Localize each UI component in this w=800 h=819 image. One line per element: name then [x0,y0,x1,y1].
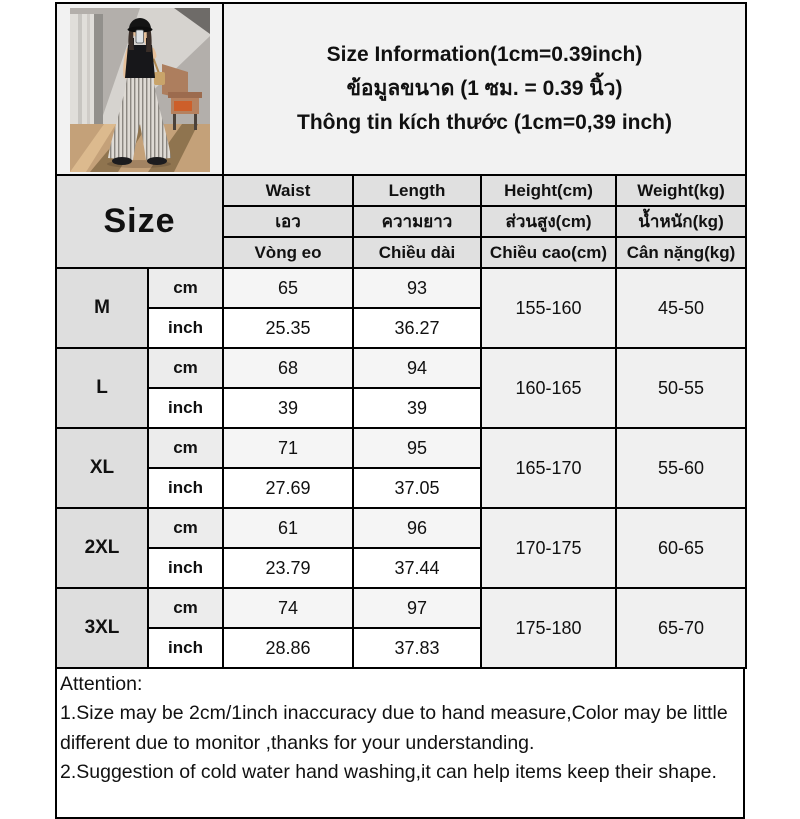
waist-header-en: Waist [223,175,353,206]
title-vietnamese: Thông tin kích thước (1cm=0,39 inch) [297,111,672,134]
size-table [55,2,747,669]
unit-label-cm: cm [148,268,223,308]
unit-label-inch: inch [148,308,223,348]
table-row-m-cm [56,268,746,308]
unit-label-inch: inch [148,388,223,428]
weight-range-3xl: 65-70 [616,588,746,668]
height-range-m: 155-160 [481,268,616,348]
length-inch-xl: 37.05 [353,468,481,508]
waist-inch-xl: 27.69 [223,468,353,508]
table-row-xl-cm [56,428,746,468]
weight-range-l: 50-55 [616,348,746,428]
length-header-vi: Chiều dài [353,237,481,268]
waist-cm-xl: 71 [223,428,353,468]
length-inch-l: 39 [353,388,481,428]
height-header-vi: Chiều cao(cm) [481,237,616,268]
product-photo [56,3,223,175]
waist-inch-m: 25.35 [223,308,353,348]
title-thai: ข้อมูลขนาด (1 ซม. = 0.39 นิ้ว) [346,77,623,100]
height-range-l: 160-165 [481,348,616,428]
weight-header-vi: Cân nặng(kg) [616,237,746,268]
size-information-title-block [223,3,746,175]
height-header-th: ส่วนสูง(cm) [481,206,616,237]
table-row-l-cm [56,348,746,388]
attention-note [55,669,745,819]
length-cm-xl: 95 [353,428,481,468]
unit-label-inch: inch [148,628,223,668]
length-cm-l: 94 [353,348,481,388]
waist-cm-l: 68 [223,348,353,388]
unit-label-cm: cm [148,588,223,628]
length-cm-2xl: 96 [353,508,481,548]
length-header-en: Length [353,175,481,206]
weight-header-th: น้ำหนัก(kg) [616,206,746,237]
unit-label-inch: inch [148,468,223,508]
weight-range-2xl: 60-65 [616,508,746,588]
height-range-3xl: 175-180 [481,588,616,668]
unit-label-inch: inch [148,548,223,588]
height-header-en: Height(cm) [481,175,616,206]
height-range-2xl: 170-175 [481,508,616,588]
attention-line-1: 1.Size may be 2cm/1inch inaccuracy due to hand measure,Color may be little different due to monitor ,thanks for your understanding. [60,702,728,754]
size-label-2xl: 2XL [56,508,148,588]
waist-cm-3xl: 74 [223,588,353,628]
photo-title-row [56,3,746,175]
model-photo-illustration [70,8,210,172]
waist-inch-l: 39 [223,388,353,428]
attention-heading: Attention: [60,673,143,695]
length-inch-2xl: 37.44 [353,548,481,588]
length-inch-3xl: 37.83 [353,628,481,668]
table-row-3xl-cm [56,588,746,628]
weight-range-xl: 55-60 [616,428,746,508]
size-header: Size [56,175,223,268]
size-label-xl: XL [56,428,148,508]
weight-range-m: 45-50 [616,268,746,348]
waist-cm-2xl: 61 [223,508,353,548]
size-chart-sheet [55,2,745,819]
attention-line-2: 2.Suggestion of cold water hand washing,it can help items keep their shape. [60,760,717,783]
waist-inch-3xl: 28.86 [223,628,353,668]
weight-header-en: Weight(kg) [616,175,746,206]
waist-cm-m: 65 [223,268,353,308]
size-label-3xl: 3XL [56,588,148,668]
length-inch-m: 36.27 [353,308,481,348]
size-label-l: L [56,348,148,428]
size-label-m: M [56,268,148,348]
length-header-th: ความยาว [353,206,481,237]
unit-label-cm: cm [148,508,223,548]
table-row-2xl-cm [56,508,746,548]
waist-inch-2xl: 23.79 [223,548,353,588]
header-row-english [56,175,746,206]
length-cm-m: 93 [353,268,481,308]
unit-label-cm: cm [148,428,223,468]
title-english: Size Information(1cm=0.39inch) [326,43,643,66]
length-cm-3xl: 97 [353,588,481,628]
waist-header-vi: Vòng eo [223,237,353,268]
unit-label-cm: cm [148,348,223,388]
waist-header-th: เอว [223,206,353,237]
height-range-xl: 165-170 [481,428,616,508]
